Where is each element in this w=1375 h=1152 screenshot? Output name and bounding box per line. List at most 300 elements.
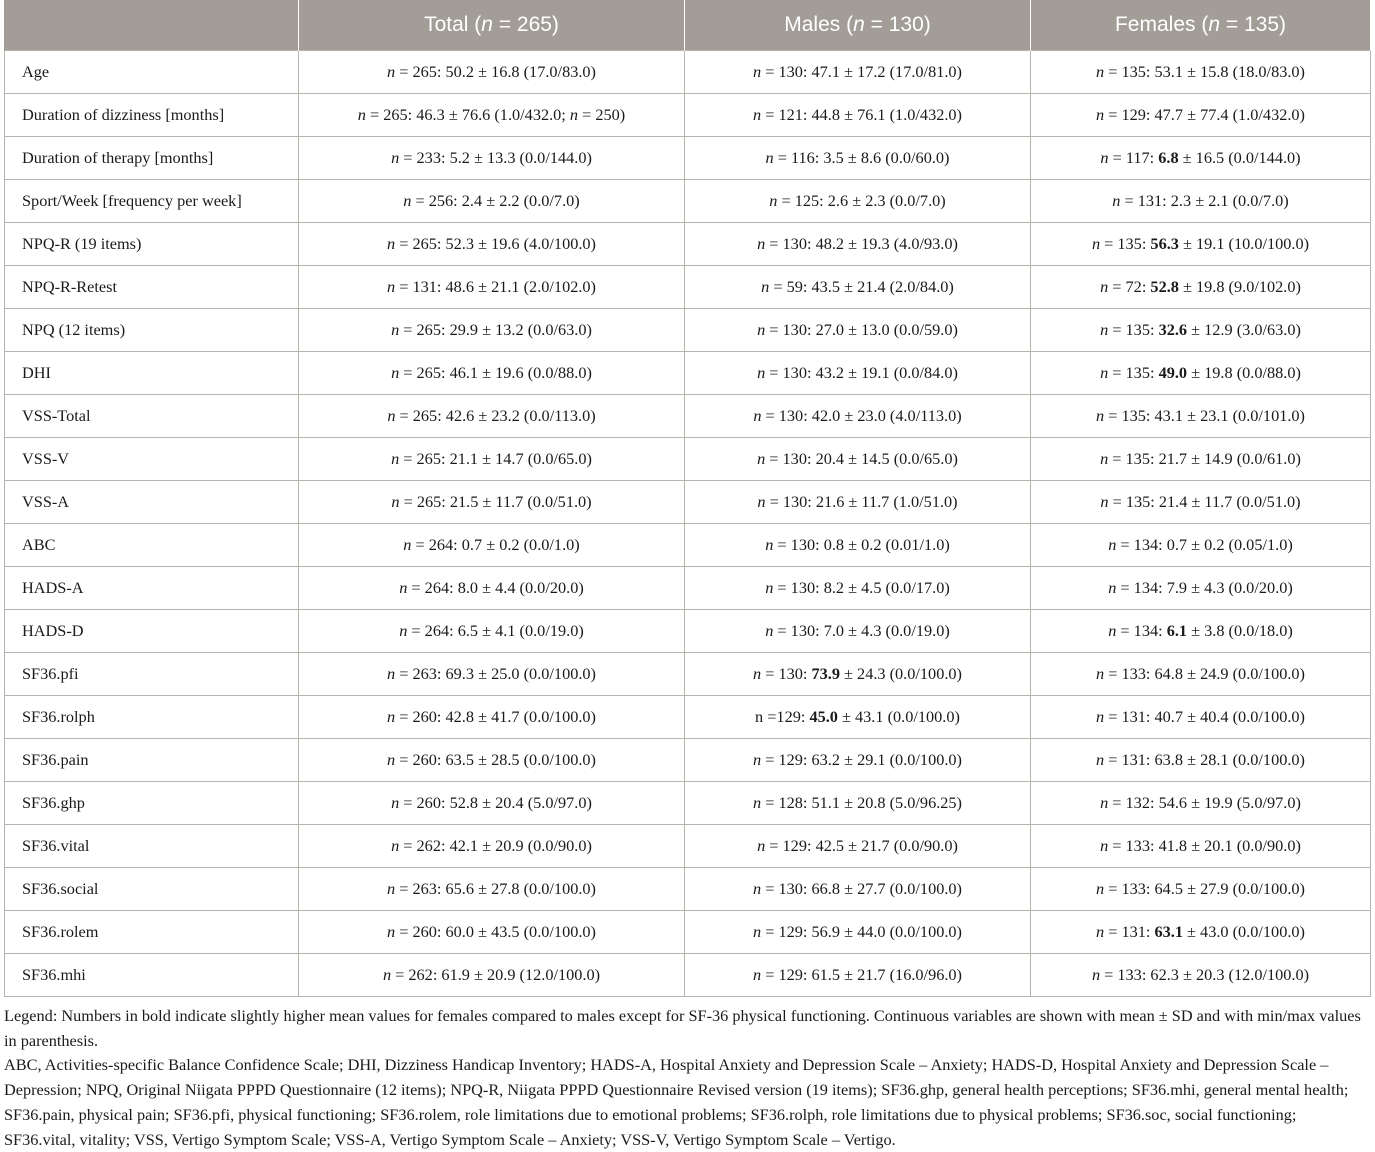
cell-part-n: n [391, 320, 400, 339]
cell-part-n: n [1100, 148, 1109, 167]
cell-part-n: n [1096, 62, 1105, 81]
cell-part-n: n [391, 793, 400, 812]
cell-part-n: n [1096, 879, 1105, 898]
cell-part-pre: = 135: [1104, 62, 1155, 81]
cell-part-pre: = 131: [395, 277, 446, 296]
cell-part-pre: = 263: [395, 664, 446, 683]
cell-part-pre: = 125: [777, 191, 828, 210]
cell-part-bold: 6.1 [1166, 621, 1188, 640]
cell-part-n: n [391, 492, 400, 511]
cell-part-n: n [1100, 320, 1109, 339]
cell-part-n: n [757, 836, 766, 855]
cell-part-n: n [387, 664, 396, 683]
cell-part-pre: = 131: [1104, 707, 1155, 726]
cell-total [299, 481, 685, 524]
header-males: Males (n = 130) [685, 0, 1031, 51]
cell-part-post: 7.9 ± 4.3 (0.0/20.0) [1166, 578, 1293, 597]
cell-part-n: n [1096, 922, 1105, 941]
cell-part-post: 42.0 ± 23.0 (4.0/113.0) [811, 406, 962, 425]
cell-part-post: 6.5 ± 4.1 (0.0/19.0) [457, 621, 584, 640]
cell-part-post: 2.4 ± 2.2 (0.0/7.0) [461, 191, 580, 210]
cell-part-n: n [1108, 578, 1117, 597]
cell-part-pre: = 129: [765, 836, 816, 855]
cell-part-pre: = 134: [1116, 578, 1167, 597]
cell-females [1031, 911, 1371, 954]
cell-part-n: n [753, 406, 762, 425]
cell-part-post: 0.8 ± 0.2 (0.01/1.0) [823, 535, 950, 554]
table-row [5, 395, 1371, 438]
cell-part-post: ± 3.8 (0.0/18.0) [1187, 621, 1293, 640]
cell-total [299, 911, 685, 954]
cell-part-n: n [757, 320, 766, 339]
cell-part-n: n [753, 879, 762, 898]
cell-males [685, 481, 1031, 524]
cell-part-pre: = 130: [773, 621, 824, 640]
cell-part-n: n [753, 105, 762, 124]
cell-part-n: n [757, 492, 766, 511]
cell-part-pre: = 128: [761, 793, 812, 812]
cell-part-pre: = 130: [765, 363, 816, 382]
cell-part-post: 42.5 ± 21.7 (0.0/90.0) [815, 836, 958, 855]
cell-part-n: n [387, 750, 396, 769]
cell-part-n: n [1100, 277, 1109, 296]
cell-part-post: 47.1 ± 17.2 (17.0/81.0) [811, 62, 962, 81]
cell-part-n: n [391, 148, 400, 167]
cell-part-post: 61.5 ± 21.7 (16.0/96.0) [811, 965, 962, 984]
cell-part-post: 8.0 ± 4.4 (0.0/20.0) [457, 578, 584, 597]
cell-females [1031, 438, 1371, 481]
cell-part-post: 0.7 ± 0.2 (0.05/1.0) [1166, 535, 1293, 554]
table-row [5, 782, 1371, 825]
cell-part-n: n [391, 836, 400, 855]
cell-total [299, 309, 685, 352]
row-label: ABC [5, 524, 299, 567]
table-row [5, 825, 1371, 868]
cell-males [685, 438, 1031, 481]
cell-part-n: n [387, 707, 396, 726]
cell-part-pre: = 133: [1108, 836, 1159, 855]
cell-part-pre: = 129: [761, 922, 812, 941]
cell-part-post: 64.5 ± 27.9 (0.0/100.0) [1154, 879, 1305, 898]
cell-part-post: 51.1 ± 20.8 (5.0/96.25) [811, 793, 962, 812]
header-row [5, 0, 1371, 51]
cell-part-n: n [387, 879, 396, 898]
cell-part-pre: = 130: [761, 664, 812, 683]
row-label: SF36.ghp [5, 782, 299, 825]
cell-part-n: n [387, 62, 396, 81]
cell-part-pre: = 260: [395, 707, 446, 726]
cell-part-pre: = 264: [411, 535, 462, 554]
row-label: Age [5, 51, 299, 94]
cell-part-pre: = 135: [1108, 363, 1159, 382]
cell-part-post: 60.0 ± 43.5 (0.0/100.0) [445, 922, 596, 941]
row-label: SF36.rolem [5, 911, 299, 954]
cell-part-pre: = 131: [1104, 922, 1155, 941]
cell-part-pre: = 121: [761, 105, 812, 124]
cell-part-post: 8.2 ± 4.5 (0.0/17.0) [823, 578, 950, 597]
cell-part-post: 44.8 ± 76.1 (1.0/432.0) [811, 105, 962, 124]
cell-females [1031, 696, 1371, 739]
cell-females [1031, 51, 1371, 94]
cell-part-pre: = 129: [761, 965, 812, 984]
cell-part-pre: = 260: [399, 793, 450, 812]
row-label: NPQ (12 items) [5, 309, 299, 352]
cell-part-pre: = 130: [765, 492, 816, 511]
row-label: Duration of dizziness [months] [5, 94, 299, 137]
cell-part-post: ± 24.3 (0.0/100.0) [839, 664, 962, 683]
cell-part-post: ± 19.8 (0.0/88.0) [1187, 363, 1301, 382]
cell-females [1031, 309, 1371, 352]
cell-part-bold: 73.9 [811, 664, 840, 683]
cell-part-post: 21.1 ± 14.7 (0.0/65.0) [449, 449, 592, 468]
cell-males [685, 567, 1031, 610]
legend-note: Legend: Numbers in bold indicate slightly higher mean values for females compared to males except for SF-36 physical functioning. Continuous variables are shown with mean ± SD and with min/max values in parenthesis. [4, 1006, 1361, 1050]
cell-part-post: 43.1 ± 23.1 (0.0/101.0) [1154, 406, 1305, 425]
cell-part-post: 53.1 ± 15.8 (18.0/83.0) [1154, 62, 1305, 81]
cell-part-pre: = 264: [407, 621, 458, 640]
cell-part-pre: = 263: [395, 879, 446, 898]
table-row [5, 352, 1371, 395]
table-row [5, 739, 1371, 782]
cell-part-pre: = 72: [1108, 277, 1151, 296]
cell-females [1031, 782, 1371, 825]
cell-part-post: 52.8 ± 20.4 (5.0/97.0) [449, 793, 592, 812]
cell-part-pre: = 135: [1100, 234, 1151, 253]
cell-males [685, 352, 1031, 395]
row-label: SF36.pain [5, 739, 299, 782]
cell-part-pre: = 133: [1104, 664, 1155, 683]
cell-females [1031, 180, 1371, 223]
cell-part-n: n [753, 62, 762, 81]
cell-part-pre: = 260: [395, 922, 446, 941]
cell-part-post: 3.5 ± 8.6 (0.0/60.0) [823, 148, 950, 167]
cell-part-post: 69.3 ± 25.0 (0.0/100.0) [445, 664, 596, 683]
cell-total [299, 782, 685, 825]
cell-total [299, 610, 685, 653]
cell-part-n: n [391, 363, 400, 382]
cell-males [685, 954, 1031, 997]
cell-part-n: n [753, 664, 762, 683]
cell-part-post: 65.6 ± 27.8 (0.0/100.0) [445, 879, 596, 898]
cell-part-pre: = 133: [1100, 965, 1151, 984]
row-label: Sport/Week [frequency per week] [5, 180, 299, 223]
cell-part-post: ± 12.9 (3.0/63.0) [1187, 320, 1301, 339]
cell-part-n: n [765, 535, 774, 554]
cell-part-pre: = 129: [761, 750, 812, 769]
cell-part-post: 21.4 ± 11.7 (0.0/51.0) [1158, 492, 1301, 511]
cell-part-pre: = 131: [1104, 750, 1155, 769]
cell-part-post: 46.3 ± 76.6 (1.0/432.0; [416, 105, 570, 124]
cell-total [299, 51, 685, 94]
cell-females [1031, 137, 1371, 180]
cell-part-n: n [403, 535, 412, 554]
cell-part-post: 63.8 ± 28.1 (0.0/100.0) [1154, 750, 1305, 769]
cell-part-n: n [757, 234, 766, 253]
cell-females [1031, 524, 1371, 567]
table-row [5, 524, 1371, 567]
cell-part-post: 61.9 ± 20.9 (12.0/100.0) [441, 965, 601, 984]
cell-part-post: 52.3 ± 19.6 (4.0/100.0) [445, 234, 596, 253]
header-blank [5, 0, 299, 51]
cell-females [1031, 567, 1371, 610]
table-row [5, 438, 1371, 481]
cell-total [299, 137, 685, 180]
cell-females [1031, 223, 1371, 266]
row-label: NPQ-R (19 items) [5, 223, 299, 266]
cell-part-pre: = 262: [399, 836, 450, 855]
row-label: HADS-A [5, 567, 299, 610]
cell-part-pre: = 59: [769, 277, 812, 296]
cell-part-pre: = 265: [399, 492, 450, 511]
cell-part-pre: = 265: [365, 105, 417, 124]
cell-total [299, 954, 685, 997]
cell-females [1031, 266, 1371, 309]
table-row [5, 696, 1371, 739]
cell-part-n: n [1096, 406, 1105, 425]
cell-part-n: n [399, 578, 408, 597]
header-total: Total (n = 265) [299, 0, 685, 51]
row-label: SF36.vital [5, 825, 299, 868]
table-body [5, 51, 1371, 997]
cell-males [685, 180, 1031, 223]
cell-total [299, 395, 685, 438]
row-label: SF36.social [5, 868, 299, 911]
cell-males [685, 524, 1031, 567]
cell-part-pre: = 130: [765, 449, 816, 468]
cell-total [299, 825, 685, 868]
table-row [5, 180, 1371, 223]
cell-part-post: 48.2 ± 19.3 (4.0/93.0) [815, 234, 958, 253]
cell-part-post: 43.2 ± 19.1 (0.0/84.0) [815, 363, 958, 382]
cell-females [1031, 868, 1371, 911]
cell-males [685, 309, 1031, 352]
cell-males [685, 51, 1031, 94]
cell-total [299, 653, 685, 696]
cell-part-pre: = 135: [1108, 492, 1159, 511]
cell-part-pre: = 117: [1108, 148, 1159, 167]
cell-part-pre: = 131: [1120, 191, 1171, 210]
cell-part-pre: = 265: [395, 406, 446, 425]
cell-part-post: 63.5 ± 28.5 (0.0/100.0) [445, 750, 596, 769]
cell-part-n: n [753, 922, 762, 941]
cell-part-post: 62.3 ± 20.3 (12.0/100.0) [1150, 965, 1310, 984]
cell-part-post: ± 19.1 (10.0/100.0) [1178, 234, 1310, 253]
cell-part-n: n [1108, 535, 1117, 554]
cell-part-post: 42.8 ± 41.7 (0.0/100.0) [445, 707, 596, 726]
cell-total [299, 438, 685, 481]
table-row [5, 51, 1371, 94]
cell-part-bold: 52.8 [1150, 277, 1179, 296]
cell-part-post: 50.2 ± 16.8 (17.0/83.0) [445, 62, 596, 81]
cell-males [685, 696, 1031, 739]
cell-part-bold: 63.1 [1154, 922, 1183, 941]
row-label: SF36.mhi [5, 954, 299, 997]
row-label: SF36.pfi [5, 653, 299, 696]
cell-part-bold: 32.6 [1158, 320, 1188, 339]
cell-part-n: n [753, 750, 762, 769]
cell-males [685, 94, 1031, 137]
cell-part-n: n [387, 922, 396, 941]
cell-females [1031, 825, 1371, 868]
cell-part-n: n [387, 406, 396, 425]
cell-total [299, 352, 685, 395]
row-label: Duration of therapy [months] [5, 137, 299, 180]
cell-part-post: 5.2 ± 13.3 (0.0/144.0) [449, 148, 592, 167]
table-row [5, 266, 1371, 309]
cell-part-pre: = 262: [391, 965, 442, 984]
cell-part-post: ± 43.1 (0.0/100.0) [837, 707, 960, 726]
cell-part-n: n [753, 965, 762, 984]
cell-part-pre: = 129: [1104, 105, 1155, 124]
cell-total [299, 696, 685, 739]
cell-part-n: n [403, 191, 412, 210]
cell-females [1031, 610, 1371, 653]
cell-females [1031, 653, 1371, 696]
cell-males [685, 395, 1031, 438]
cell-part-n2: n [569, 105, 579, 124]
cell-part-post: 7.0 ± 4.3 (0.0/19.0) [823, 621, 950, 640]
data-table [4, 0, 1371, 997]
table-row [5, 868, 1371, 911]
cell-part-pre: = 256: [411, 191, 462, 210]
cell-part-pre: = 130: [761, 879, 812, 898]
legend-abbreviations: ABC, Activities-specific Balance Confidence Scale; DHI, Dizziness Handicap Inventory; HADS-A, Hospital Anxiety and Depression Scale – Anxiety; HADS-D, Hospital Anxiety and Depression Scale – Depression; NPQ, Original Niigata PPPD Questionnaire (12 items); NPQ-R, Niigata PPPD Questionnaire Revised version (19 items); SF36.ghp, general health perceptions; SF36.mhi, general mental health; SF36.pain, physical pain; SF36.pfi, physical functioning; SF36.rolem, role limitations due to emotional problems; SF36.rolph, role limitations due to physical problems; SF36.soc, social functioning; SF36.vital, vitality; VSS, Vertigo Symptom Scale; VSS-A, Vertigo Symptom Scale – Anxiety; VSS-V, Vertigo Symptom Scale – Vertigo. [4, 1055, 1349, 1149]
cell-part-n: n [765, 578, 774, 597]
table-row [5, 309, 1371, 352]
table-row [5, 223, 1371, 266]
cell-females [1031, 739, 1371, 782]
cell-part-n: n [769, 191, 778, 210]
table-row [5, 610, 1371, 653]
cell-part-n: n [1100, 449, 1109, 468]
cell-part-pre: = 130: [765, 320, 816, 339]
row-label: SF36.rolph [5, 696, 299, 739]
cell-part-post: 42.1 ± 20.9 (0.0/90.0) [449, 836, 592, 855]
cell-part-post: ± 16.5 (0.0/144.0) [1178, 148, 1301, 167]
cell-females [1031, 395, 1371, 438]
cell-part-post: 47.7 ± 77.4 (1.0/432.0) [1154, 105, 1305, 124]
cell-part-post: 2.6 ± 2.3 (0.0/7.0) [827, 191, 946, 210]
cell-total [299, 94, 685, 137]
cell-part-post: 21.6 ± 11.7 (1.0/51.0) [815, 492, 958, 511]
cell-part-post: ± 19.8 (9.0/102.0) [1178, 277, 1301, 296]
cell-total [299, 266, 685, 309]
table-row [5, 481, 1371, 524]
cell-part-n: n [1091, 234, 1101, 253]
table-row [5, 137, 1371, 180]
cell-part-post: 56.9 ± 44.0 (0.0/100.0) [811, 922, 962, 941]
cell-part-bold: 56.3 [1150, 234, 1179, 253]
cell-part-pre: = 130: [765, 234, 816, 253]
cell-total [299, 180, 685, 223]
cell-part-n: n [1096, 105, 1105, 124]
cell-part-pre: = 130: [773, 578, 824, 597]
cell-part-pre: = 265: [395, 234, 446, 253]
cell-part-bold: 49.0 [1158, 363, 1188, 382]
cell-total [299, 739, 685, 782]
table-row [5, 567, 1371, 610]
cell-part-pre: = 130: [761, 62, 812, 81]
cell-females [1031, 94, 1371, 137]
cell-part-n: n [1091, 965, 1101, 984]
cell-part-pre: = 135: [1104, 406, 1155, 425]
cell-part-n: n [1112, 191, 1121, 210]
cell-part-n: n [1100, 836, 1109, 855]
cell-part-pre: = 130: [761, 406, 812, 425]
cell-part-n: n [1096, 750, 1105, 769]
cell-part-n: n [399, 621, 408, 640]
cell-females [1031, 352, 1371, 395]
cell-part-post: 27.0 ± 13.0 (0.0/59.0) [815, 320, 958, 339]
cell-part-n: n [753, 793, 762, 812]
cell-part-n: n [1096, 664, 1105, 683]
cell-part-post: 54.6 ± 19.9 (5.0/97.0) [1158, 793, 1301, 812]
cell-part-n: n [1100, 793, 1109, 812]
row-label: VSS-V [5, 438, 299, 481]
cell-part-pre: = 265: [395, 62, 446, 81]
cell-females [1031, 954, 1371, 997]
cell-males [685, 653, 1031, 696]
cell-part-pre: = 264: [407, 578, 458, 597]
cell-part-bold: 45.0 [809, 707, 838, 726]
cell-part-post2: = 250) [578, 105, 626, 124]
cell-part-n: n [1096, 707, 1105, 726]
cell-part-post: 66.8 ± 27.7 (0.0/100.0) [811, 879, 962, 898]
cell-part-pre: = 132: [1108, 793, 1159, 812]
cell-part-pre: = 260: [395, 750, 446, 769]
cell-part-pre: n =129: [755, 707, 810, 726]
cell-part-pre: = 265: [399, 449, 450, 468]
cell-part-pre: = 130: [773, 535, 824, 554]
cell-males [685, 911, 1031, 954]
cell-part-n: n [382, 965, 392, 984]
cell-part-post: 43.5 ± 21.4 (2.0/84.0) [811, 277, 954, 296]
row-label: DHI [5, 352, 299, 395]
cell-males [685, 739, 1031, 782]
cell-part-post: 2.3 ± 2.1 (0.0/7.0) [1170, 191, 1289, 210]
cell-part-n: n [357, 105, 366, 124]
cell-part-post: ± 43.0 (0.0/100.0) [1182, 922, 1305, 941]
table-row [5, 911, 1371, 954]
cell-females [1031, 481, 1371, 524]
cell-part-n: n [765, 621, 774, 640]
cell-part-pre: = 116: [773, 148, 824, 167]
cell-part-post: 20.4 ± 14.5 (0.0/65.0) [815, 449, 958, 468]
cell-part-post: 29.9 ± 13.2 (0.0/63.0) [449, 320, 592, 339]
cell-part-post: 42.6 ± 23.2 (0.0/113.0) [445, 406, 596, 425]
row-label: VSS-Total [5, 395, 299, 438]
cell-males [685, 825, 1031, 868]
cell-part-post: 63.2 ± 29.1 (0.0/100.0) [811, 750, 962, 769]
cell-part-n: n [765, 148, 774, 167]
cell-part-n: n [757, 363, 766, 382]
cell-males [685, 782, 1031, 825]
cell-part-post: 40.7 ± 40.4 (0.0/100.0) [1154, 707, 1305, 726]
cell-part-pre: = 134: [1116, 535, 1167, 554]
cell-part-pre: = 133: [1104, 879, 1155, 898]
header-females: Females (n = 135) [1031, 0, 1371, 51]
cell-part-post: 48.6 ± 21.1 (2.0/102.0) [445, 277, 596, 296]
row-label: HADS-D [5, 610, 299, 653]
cell-males [685, 223, 1031, 266]
table-legend [4, 1004, 1370, 1152]
cell-part-post: 41.8 ± 20.1 (0.0/90.0) [1158, 836, 1301, 855]
cell-males [685, 610, 1031, 653]
row-label: VSS-A [5, 481, 299, 524]
cell-part-n: n [1100, 363, 1109, 382]
cell-part-n: n [391, 449, 400, 468]
cell-total [299, 524, 685, 567]
